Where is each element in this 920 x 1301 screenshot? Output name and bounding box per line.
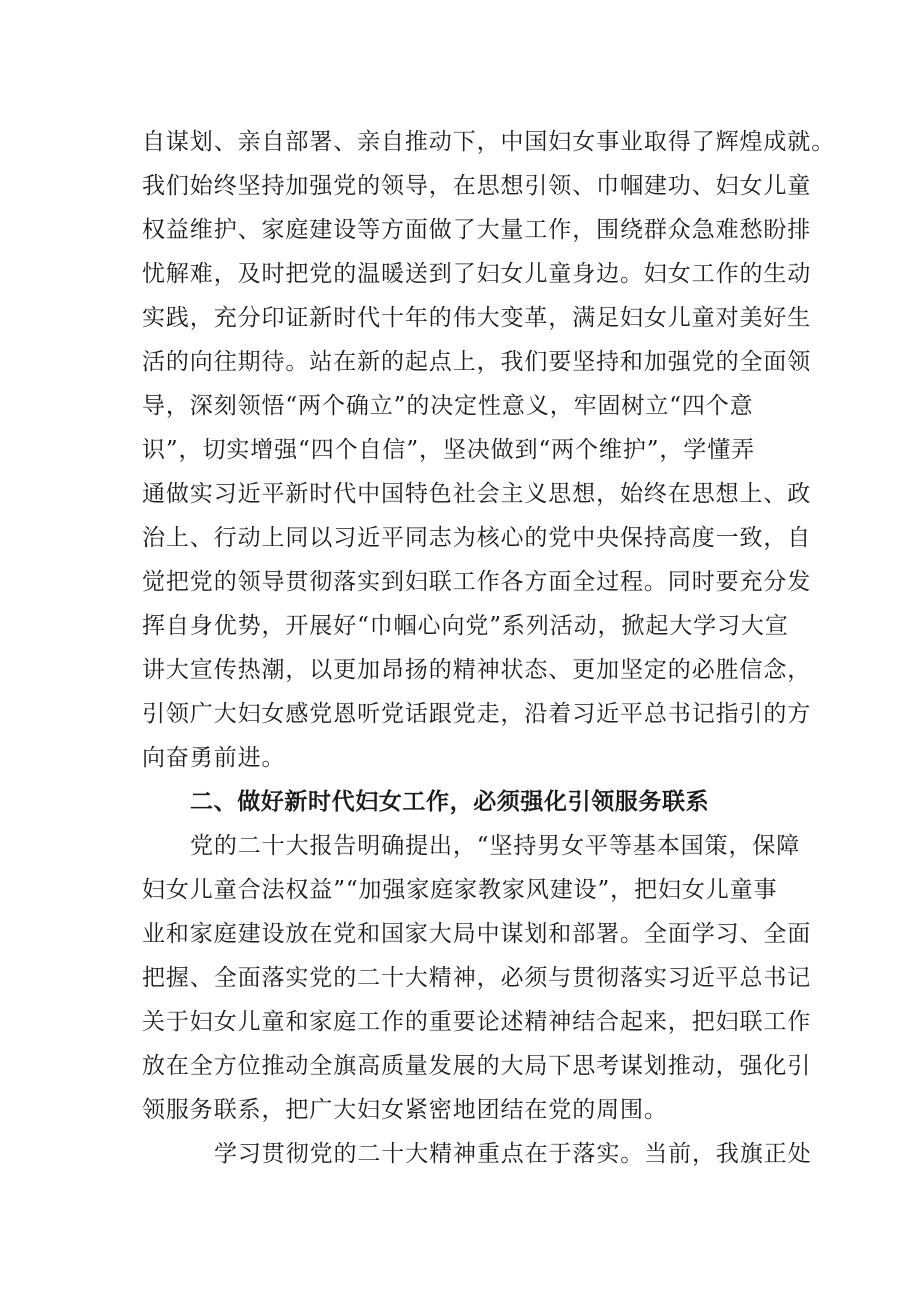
paragraph-line: 引领广大妇女感党恩听党话跟党走，沿着习近平总书记指引的方 (142, 701, 812, 727)
paragraph-line: 党的二十大报告明确提出，“坚持男女平等基本国策，保障 (190, 833, 801, 859)
paragraph-line: 觉把党的领导贯彻落实到妇联工作各方面全过程。同时要充分发 (142, 569, 812, 595)
paragraph-line: 活的向往期待。站在新的起点上，我们要坚持和加强党的全面领 (142, 349, 812, 375)
paragraph-line: 关于妇女儿童和家庭工作的重要论述精神结合起来，把妇联工作 (142, 1009, 812, 1035)
paragraph-line: 领服务联系，把广大妇女紧密地团结在党的周围。 (142, 1097, 668, 1123)
paragraph-line: 把握、全面落实党的二十大精神，必须与贯彻落实习近平总书记 (142, 965, 812, 991)
paragraph-line: 通做实习近平新时代中国特色社会主义思想，始终在思想上、政 (142, 481, 812, 507)
paragraph-line: 讲大宣传热潮，以更加昂扬的精神状态、更加坚定的必胜信念， (142, 657, 812, 683)
paragraph-line: 自谋划、亲自部署、亲自推动下，中国妇女事业取得了辉煌成就。 (142, 129, 836, 155)
paragraph-line: 识”，切实增强“四个自信”，坚决做到“两个维护”，学懂弄 (142, 437, 755, 463)
paragraph-line: 治上、行动上同以习近平同志为核心的党中央保持高度一致，自 (142, 525, 812, 551)
paragraph-line: 放在全方位推动全旗高质量发展的大局下思考谋划推动，强化引 (142, 1053, 812, 1079)
section-heading: 二、做好新时代妇女工作，必须强化引领服务联系 (190, 788, 710, 815)
paragraph-line: 业和家庭建设放在党和国家大局中谋划和部署。全面学习、全面 (142, 921, 812, 947)
paragraph-line: 权益维护、家庭建设等方面做了大量工作，围绕群众急难愁盼排 (142, 217, 812, 243)
paragraph-line: 我们始终坚持加强党的领导，在思想引领、巾帼建功、妇女儿童 (142, 173, 812, 199)
paragraph-line: 学习贯彻党的二十大精神重点在于落实。当前，我旗正处 (214, 1141, 812, 1167)
paragraph-line: 实践，充分印证新时代十年的伟大变革，满足妇女儿童对美好生 (142, 305, 812, 331)
paragraph-line: 向奋勇前进。 (142, 745, 286, 771)
paragraph-line: 妇女儿童合法权益”“加强家庭家教家风建设”，把妇女儿童事 (142, 877, 778, 903)
paragraph-line: 挥自身优势，开展好“巾帼心向党”系列活动，掀起大学习大宣 (142, 613, 789, 639)
paragraph-line: 导，深刻领悟“两个确立”的决定性意义，牢固树立“四个意 (142, 393, 754, 419)
paragraph-line: 忧解难，及时把党的温暖送到了妇女儿童身边。妇女工作的生动 (142, 261, 812, 287)
